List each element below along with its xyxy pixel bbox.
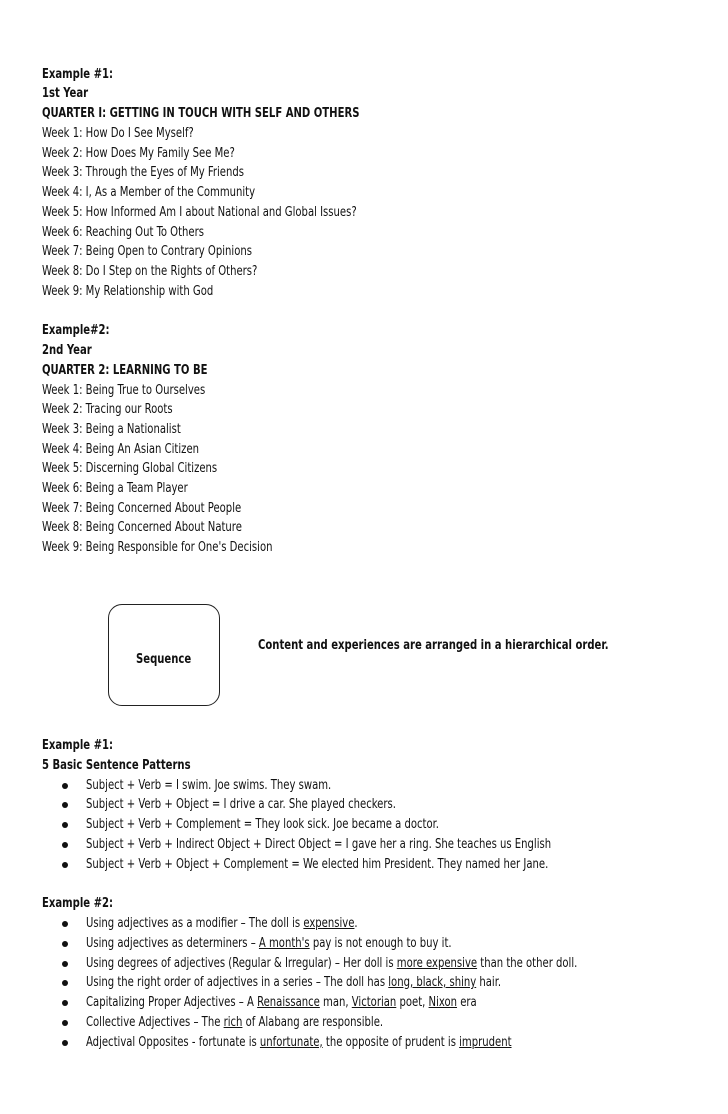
list-item: Subject + Verb + Indirect Object + Direct Object = I gave her a ring. She teaches us English — [86, 837, 552, 852]
bullet-icon — [62, 961, 68, 967]
underlined-text: imprudent — [459, 1035, 512, 1050]
bullet-icon — [62, 980, 68, 986]
underlined-text: more expensive — [396, 956, 478, 971]
item-text: the opposite of prudent is — [322, 1035, 460, 1050]
sentence-patterns-heading: 5 Basic Sentence Patterns — [42, 758, 191, 773]
item-text: era — [457, 995, 477, 1010]
underlined-text: unfortunate, — [259, 1035, 323, 1050]
list-item — [86, 1034, 512, 1052]
week-line: Week 1: How Do I See Myself? — [42, 126, 194, 141]
bullet-icon — [62, 1000, 68, 1006]
example-4-heading: Example #2: — [42, 896, 114, 911]
example-2-heading: Example#2: — [42, 323, 110, 338]
week-line: Week 3: Through the Eyes of My Friends — [42, 165, 245, 180]
quarter-1-heading: QUARTER I: GETTING IN TOUCH WITH SELF AND OTHERS — [42, 106, 360, 121]
list-item: Subject + Verb = I swim. Joe swims. They swam. — [86, 778, 332, 793]
week-line: Week 8: Do I Step on the Rights of Others? — [42, 264, 258, 279]
week-line: Week 1: Being True to Ourselves — [42, 383, 206, 398]
example-1-heading: Example #1: — [42, 67, 114, 82]
item-text: Using degrees of adjectives (Regular & Irregular) – Her doll is — [86, 956, 397, 971]
item-text: pay is not enough to buy it. — [309, 936, 452, 951]
underlined-text: A month's — [258, 936, 310, 951]
week-line: Week 3: Being a Nationalist — [42, 422, 181, 437]
week-line: Week 8: Being Concerned About Nature — [42, 520, 242, 535]
list-item — [86, 955, 577, 973]
example-3-heading: Example #1: — [42, 738, 114, 753]
bullet-icon — [62, 862, 68, 868]
underlined-text: Renaissance — [257, 995, 320, 1010]
week-line: Week 4: Being An Asian Citizen — [42, 442, 200, 457]
list-item — [86, 1014, 383, 1032]
item-text: Capitalizing Proper Adjectives – A — [86, 995, 258, 1010]
item-text: Using the right order of adjectives in a series – The doll has — [86, 975, 389, 990]
underlined-text: expensive — [303, 916, 355, 931]
week-line: Week 6: Reaching Out To Others — [42, 225, 204, 240]
week-line: Week 4: I, As a Member of the Community — [42, 185, 256, 200]
week-line: Week 2: Tracing our Roots — [42, 402, 173, 417]
underlined-text: long, black, shiny — [388, 975, 477, 990]
list-item — [86, 915, 358, 933]
bullet-icon — [62, 783, 68, 789]
week-line: Week 5: Discerning Global Citizens — [42, 461, 218, 476]
quarter-2-heading: QUARTER 2: LEARNING TO BE — [42, 363, 208, 378]
bullet-icon — [62, 822, 68, 828]
item-text: Adjectival Opposites - fortunate is — [86, 1035, 260, 1050]
underlined-text: Victorian — [351, 995, 397, 1010]
list-item — [86, 994, 477, 1012]
bullet-icon — [62, 941, 68, 947]
item-text: . — [354, 916, 358, 931]
item-text: Collective Adjectives – The — [86, 1015, 224, 1030]
list-item: Subject + Verb + Complement = They look sick. Joe became a doctor. — [86, 817, 439, 832]
item-text: man, — [319, 995, 352, 1010]
week-line: Week 9: Being Responsible for One's Decision — [42, 540, 273, 555]
bullet-icon — [62, 1040, 68, 1046]
item-text: poet, — [396, 995, 429, 1010]
item-text: Using adjectives as determiners – — [86, 936, 259, 951]
year-1-heading: 1st Year — [42, 86, 89, 101]
week-line: Week 7: Being Open to Contrary Opinions — [42, 244, 252, 259]
list-item — [86, 974, 501, 992]
bullet-icon — [62, 1020, 68, 1026]
list-item: Subject + Verb + Object = I drive a car. She played checkers. — [86, 797, 396, 812]
week-line: Week 9: My Relationship with God — [42, 284, 214, 299]
week-line: Week 2: How Does My Family See Me? — [42, 146, 235, 161]
list-item: Subject + Verb + Object + Complement = We elected him President. They named her Jane. — [86, 857, 549, 872]
underlined-text: rich — [223, 1015, 243, 1030]
sequence-label: Sequence — [136, 652, 192, 667]
week-line: Week 6: Being a Team Player — [42, 481, 188, 496]
list-item — [86, 935, 452, 953]
item-text: hair. — [476, 975, 502, 990]
year-2-heading: 2nd Year — [42, 343, 92, 358]
item-text: of Alabang are responsible. — [242, 1015, 384, 1030]
bullet-icon — [62, 842, 68, 848]
item-text: than the other doll. — [477, 956, 578, 971]
week-line: Week 7: Being Concerned About People — [42, 501, 242, 516]
underlined-text: Nixon — [428, 995, 458, 1010]
bullet-icon — [62, 921, 68, 927]
week-line: Week 5: How Informed Am I about National and Global Issues? — [42, 205, 357, 220]
sequence-description: Content and experiences are arranged in a hierarchical order. — [258, 638, 609, 653]
item-text: Using adjectives as a modifier – The doll is — [86, 916, 304, 931]
bullet-icon — [62, 802, 68, 808]
